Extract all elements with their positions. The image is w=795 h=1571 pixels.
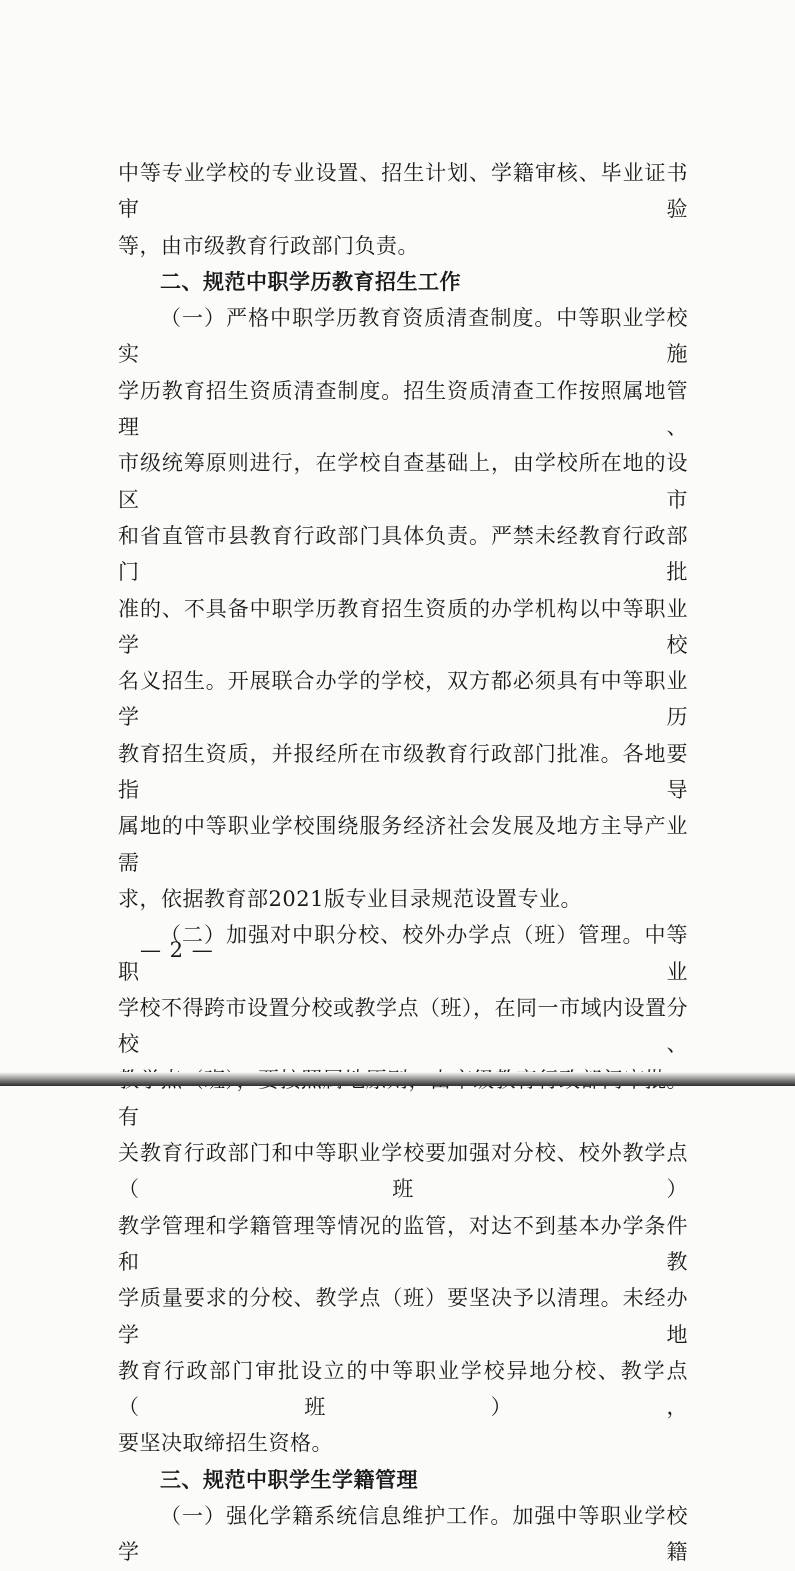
scan-bottom-edge	[0, 1072, 795, 1086]
text-line: 教育招生资质，并报经所在市级教育行政部门批准。各地要指导	[118, 741, 688, 803]
subsection-heading-2-2: （二）加强对中职分校、校外办学点（班）管理。中等职业	[118, 923, 688, 984]
text-line: 中等专业学校的专业设置、招生计划、学籍审核、毕业证书审验	[118, 161, 688, 222]
text-line: 市级统筹原则进行，在学校自查基础上，由学校所在地的设区市	[118, 451, 688, 512]
text-line: 准的、不具备中职学历教育招生资质的办学机构以中等职业学校	[118, 596, 688, 657]
text-line: 学校不得跨市设置分校或教学点（班），在同一市域内设置分校、	[118, 995, 688, 1057]
text-line: 学历教育招生资质清查制度。招生资质清查工作按照属地管理、	[118, 378, 688, 440]
text-line: 属地的中等职业学校围绕服务经济社会发展及地方主导产业需	[118, 814, 688, 875]
subsection-heading-2-1: （一）严格中职学历教育资质清查制度。中等职业学校实施	[118, 306, 688, 367]
section-heading-2: 二、规范中职学历教育招生工作	[160, 269, 461, 294]
text-line: 有	[118, 1104, 140, 1129]
text-line: 求，依据教育部2021版专业目录规范设置专业。	[118, 886, 582, 911]
text-line: 关教育行政部门和中等职业学校要加强对分校、校外教学点（班）	[118, 1141, 688, 1202]
text-line: 学质量要求的分校、教学点（班）要坚决予以清理。未经办学地	[118, 1286, 688, 1347]
text-line: 名义招生。开展联合办学的学校，双方都必须具有中等职业学历	[118, 669, 688, 730]
text-line: 等，由市级教育行政部门负责。	[118, 233, 419, 258]
subsection-heading-3-1: （一）强化学籍系统信息维护工作。加强中等职业学校学籍	[118, 1503, 688, 1565]
text-line: 和省直管市县教育行政部门具体负责。严禁未经教育行政部门批	[118, 523, 688, 585]
page-number: — 2 —	[140, 938, 214, 962]
section-heading-3: 三、规范中职学生学籍管理	[160, 1467, 418, 1492]
text-line: 教学管理和学籍管理等情况的监管，对达不到基本办学条件和教	[118, 1213, 688, 1274]
text-line: 教育行政部门审批设立的中等职业学校异地分校、教学点（班），	[118, 1358, 688, 1420]
document-body	[118, 155, 688, 1571]
text-line: 要坚决取缔招生资格。	[118, 1431, 333, 1456]
